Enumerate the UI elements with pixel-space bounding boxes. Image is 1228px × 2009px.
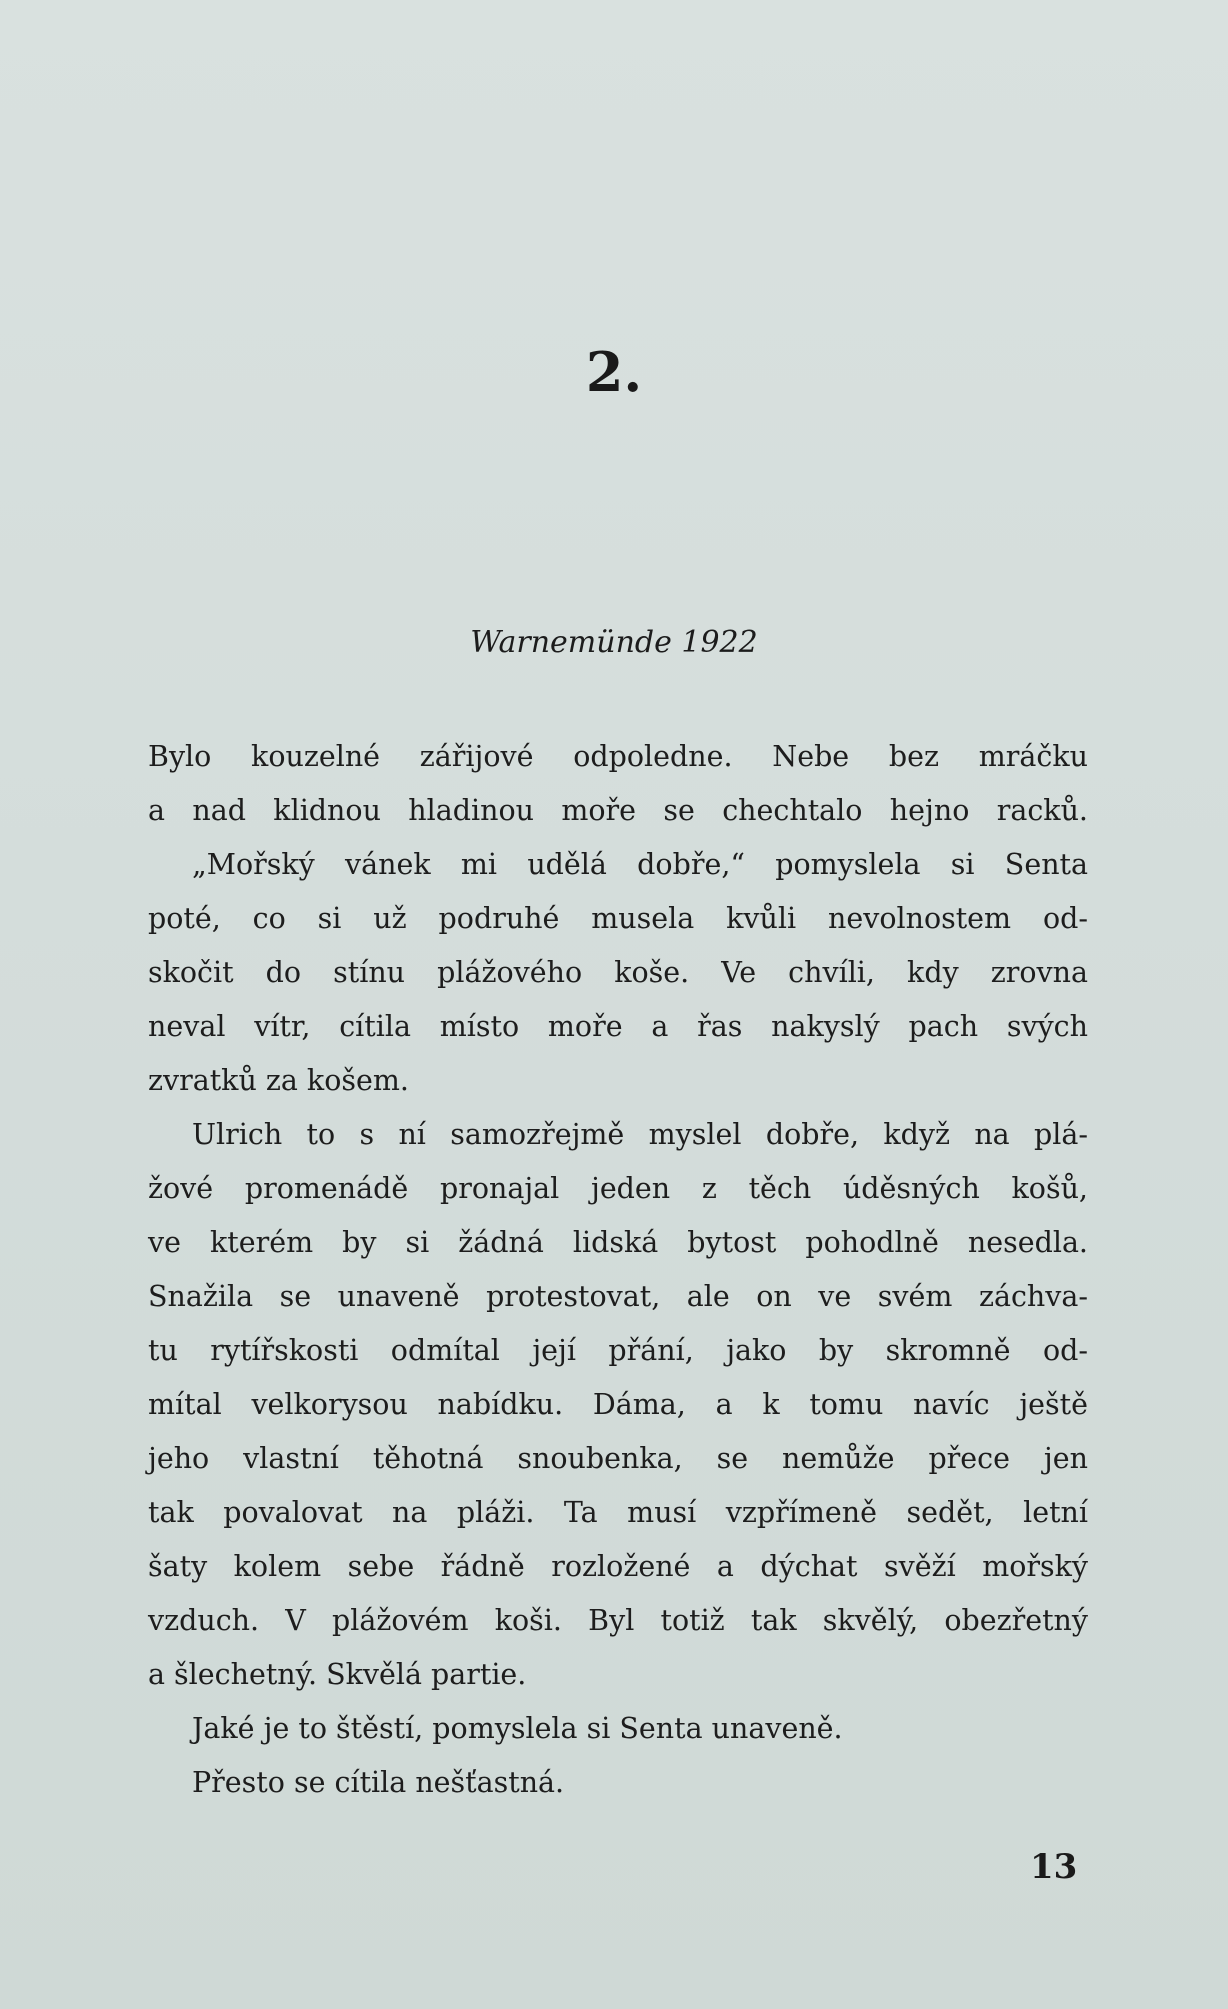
text-line: zvratků za košem. (148, 1064, 409, 1097)
text-line: mítal velkorysou nabídku. Dáma, a k tomu navíc ještě (148, 1388, 1088, 1421)
text-line: Snažila se unaveně protestovat, ale on ve svém záchva- (148, 1280, 1088, 1313)
text-line: žové promenádě pronajal jeden z těch úděsných košů, (148, 1172, 1088, 1205)
page-number: 13 (1030, 1847, 1078, 1887)
text-line: tak povalovat na pláži. Ta musí vzpřímeně sedět, letní (148, 1496, 1088, 1529)
text-line: tu rytířskosti odmítal její přání, jako by skromně od- (148, 1334, 1088, 1367)
chapter-subtitle: Warnemünde 1922 (470, 625, 758, 660)
chapter-number: 2. (585, 340, 643, 404)
text-line: Přesto se cítila nešťastná. (192, 1766, 565, 1799)
text-line: Bylo kouzelné zářijové odpoledne. Nebe bez mráčku (148, 740, 1088, 773)
text-line: a šlechetný. Skvělá partie. (148, 1658, 527, 1691)
text-line: Ulrich to s ní samozřejmě myslel dobře, když na plá- (192, 1118, 1088, 1151)
text-line: neval vítr, cítila místo moře a řas nakyslý pach svých (148, 1010, 1088, 1043)
body-text (148, 730, 1088, 1810)
text-line: skočit do stínu plážového koše. Ve chvíli, kdy zrovna (148, 956, 1088, 989)
text-line: a nad klidnou hladinou moře se chechtalo hejno racků. (148, 794, 1088, 827)
text-line: „Mořský vánek mi udělá dobře,“ pomyslela si Senta (192, 848, 1088, 881)
text-line: jeho vlastní těhotná snoubenka, se nemůže přece jen (148, 1442, 1088, 1475)
text-line: vzduch. V plážovém koši. Byl totiž tak skvělý, obezřetný (148, 1604, 1088, 1637)
text-line: Jaké je to štěstí, pomyslela si Senta unaveně. (192, 1712, 843, 1745)
text-line: šaty kolem sebe řádně rozložené a dýchat svěží mořský (148, 1550, 1088, 1583)
text-line: ve kterém by si žádná lidská bytost pohodlně nesedla. (148, 1226, 1088, 1259)
text-line: poté, co si už podruhé musela kvůli nevolnostem od- (148, 902, 1088, 935)
